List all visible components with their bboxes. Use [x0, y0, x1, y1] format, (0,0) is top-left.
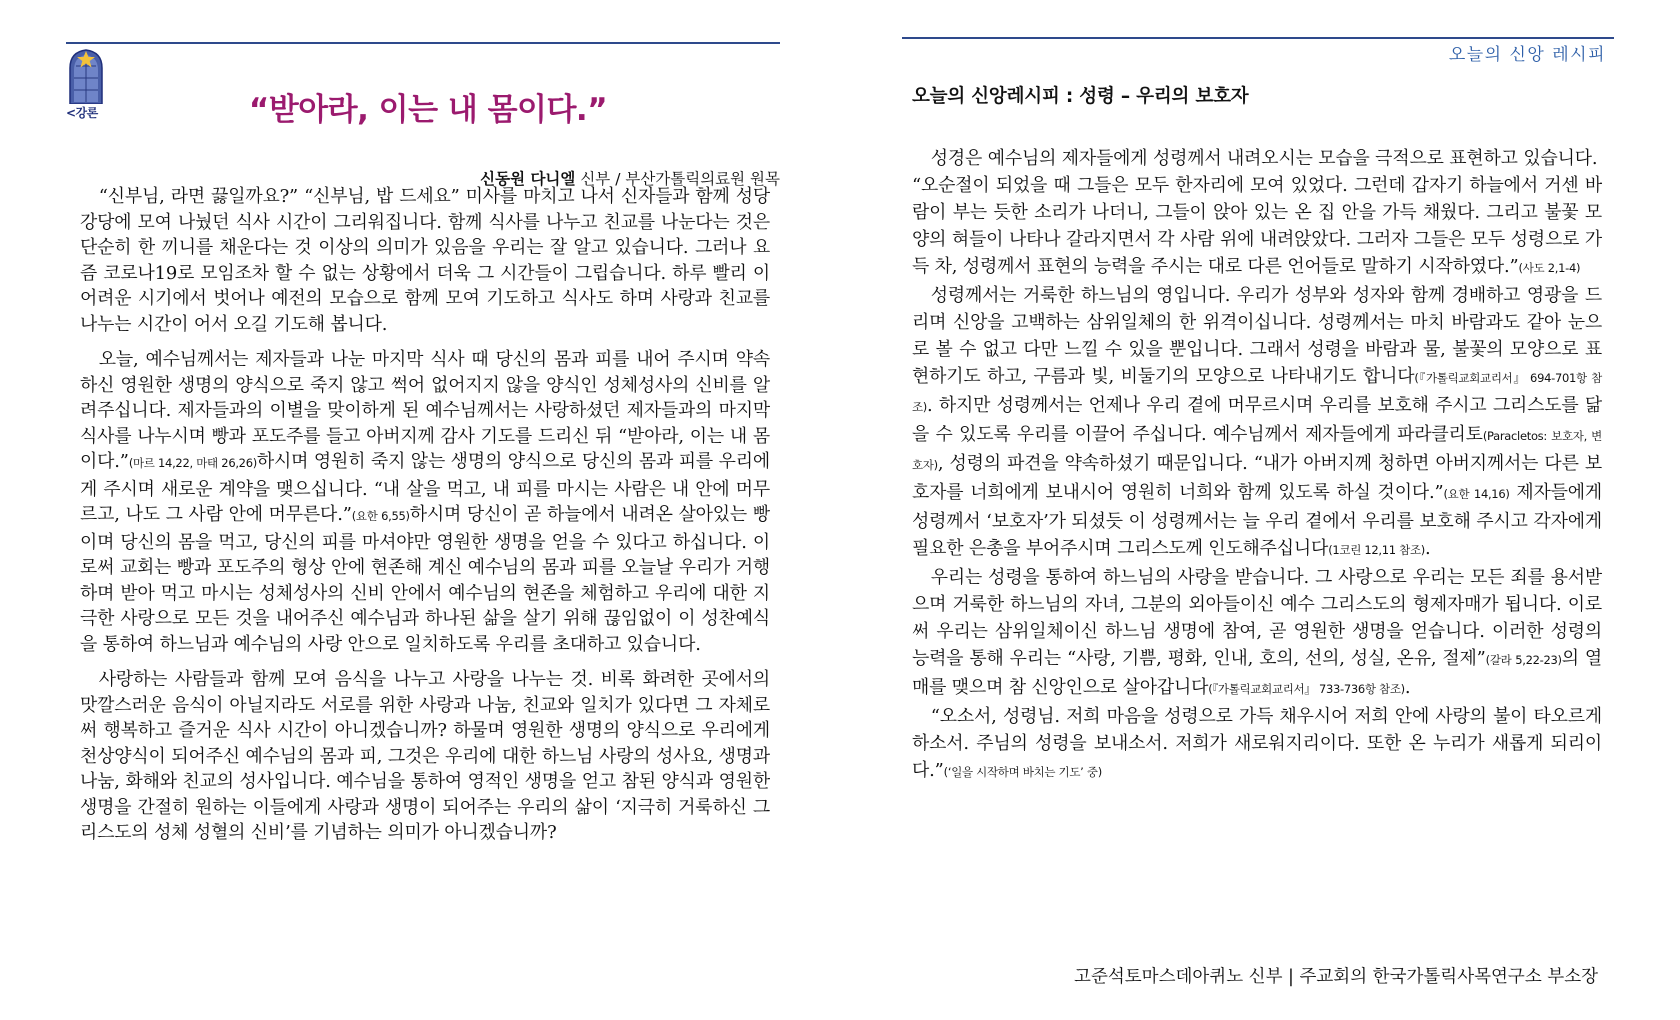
sermon-label: <강론: [66, 106, 98, 120]
paragraph-text: 하시며 당신이 곧 하늘에서 내려온 살아있는 빵이며 당신의 몸을 먹고, 당신의 피를 마셔야만 영원한 생명을 얻을 수 있다고 하십니다. 이로써 교회는 빵과 포도주의 형상 안에 현존해 계신 예수님의 몸과 피를 오늘날 우리가 거행하며 받아 먹고 마시는 성체성사의 신비 안에서 예수님의 현존을 체험하고 우리에 대한 지극한 사랑으로 모든 것을 내어주신 예수님과 하나된 삶을 살기 위해 끊임없이 이 성찬예식을 통하여 하느님과 예수님의 사랑 안으로 일치하도록 우리를 초대하고 있습니다.: [80, 504, 770, 655]
sermon-title: “받아라, 이는 내 몸이다.”: [248, 92, 608, 128]
paragraph-text: 하시며 영원히 죽지 않는 생명의 양식으로 당신의 몸과 피를 우리에게 주시며 새로운 계약을 맺으십니다. “내 살을 먹고, 내 피를 마시는 사람은 내 안에 머무르고, 나도 그 사람 안에 머무른다.”: [80, 451, 770, 525]
citation: (Paracletos: 보호자, 변호자): [912, 429, 1602, 472]
paragraph-text: 사랑하는 사람들과 함께 모여 음식을 나누고 사랑을 나누는 것. 비록 화려한 곳에서의 맛깔스러운 음식이 아닐지라도 서로를 위한 사랑과 나눔, 친교와 일치가 있다면 그 자체로써 행복하고 즐거운 식사 시간이 아니겠습니까? 하물며 영원한 생명의 양식으로 우리에게 천상양식이 되어주신 예수님의 몸과 피, 그것은 우리에 대한 하느님 사랑의 성사요, 생명과 나눔, 화해와 친교의 성사입니다. 예수님을 통하여 영적인 생명을 얻고 참된 양식과 영원한 생명을 간절히 원하는 이들에게 사랑과 생명이 되어주는 우리의 삶이 ‘지극히 거룩하신 그리스도의 성체 성혈의 신비’를 기념하는 의미가 아니겠습니까?: [80, 669, 770, 843]
left-paragraph: [80, 347, 770, 657]
paragraph-text: 제자들에게 성령께서 ‘보호자’가 되셨듯 이 성령께서는 늘 우리 곁에서 우리를 보호해 주시고 각자에게 필요한 은총을 부어주시며 그리스도께 인도해주십니다: [912, 482, 1602, 559]
citation: (『가톨릭교회교리서』 694-701항 참조): [912, 371, 1602, 414]
right-paragraph: [912, 282, 1602, 564]
author-role: 신부 / 부산가톨릭의료원 원목: [575, 170, 780, 188]
citation: (요한 6,55): [351, 509, 410, 523]
paragraph-text: 우리는 성령을 통하여 하느님의 사랑을 받습니다. 그 사랑으로 우리는 모든 죄를 용서받으며 거룩한 하느님의 자녀, 그분의 외아들이신 예수 그리스도의 형제자매가 됩니다. 이로써 우리는 삼위일체이신 하느님 생명에 참여, 곧 영원한 생명을 얻습니다. 이러한 성령의 능력을 통해 우리는 “사랑, 기쁨, 평화, 인내, 호의, 선의, 성실, 온유, 절제”: [912, 567, 1602, 669]
right-paragraph: [912, 172, 1602, 282]
citation: (갈라 5,22-23): [1485, 653, 1562, 667]
citation: (『가톨릭교회교리서』 733-736항 참조): [1208, 682, 1405, 696]
paragraph-text: , 성령의 파견을 약속하셨기 때문입니다. “내가 아버지께 청하면 아버지께서는 다른 보호자를 너희에게 보내시어 영원히 너희와 함께 있도록 하실 것이다.”: [912, 453, 1602, 503]
left-paragraph: [80, 184, 770, 337]
citation: (‘일을 시작하며 바치는 기도’ 중): [943, 765, 1102, 779]
article-heading: 오늘의 신앙레시피 : 성령 – 우리의 보호자: [912, 86, 1249, 107]
top-rule: [66, 42, 780, 44]
citation: (1코린 12,11 참조): [1328, 543, 1425, 557]
right-paragraph: [912, 703, 1602, 786]
paragraph-text: 의 열매를 맺으며 참 신앙인으로 살아갑니다: [912, 648, 1602, 698]
right-paragraph: [912, 145, 1602, 172]
paragraph-text: 성경은 예수님의 제자들에게 성령께서 내려오시는 모습을 극적으로 표현하고 있습니다.: [930, 148, 1598, 169]
paragraph-text: 성령께서는 거룩한 하느님의 영입니다. 우리가 성부와 성자와 함께 경배하고 영광을 드리며 신앙을 고백하는 삼위일체의 한 위격이십니다. 성령께서는 마치 바람과도 같아 눈으로 볼 수 없고 다만 느낄 수 있을 뿐입니다. 그래서 성령을 바람과 물, 불꽃의 모양으로 표현하기도 하고, 구름과 빛, 비둘기의 모양으로 나타내기도 합니다: [912, 285, 1602, 387]
paragraph-text: “오순절이 되었을 때 그들은 모두 한자리에 모여 있었다. 그런데 갑자기 하늘에서 거센 바람이 부는 듯한 소리가 나더니, 그들이 앉아 있는 온 집 안을 가득 채웠다. 그리고 불꽃 모양의 혀들이 나타나 갈라지면서 각 사람 위에 내려앉았다. 그러자 그들은 모두 성령으로 가득 차, 성령께서 표현의 능력을 주시는 대로 다른 언어들로 말하기 시작하였다.”: [912, 175, 1602, 277]
left-paragraph: [80, 667, 770, 846]
right-paragraph: [912, 564, 1602, 703]
paragraph-text: “오소서, 성령님. 저희 마음을 성령으로 가득 채우시어 저희 안에 사랑의 불이 타오르게 하소서. 주님의 성령을 보내소서. 저희가 새로워지리이다. 또한 온 누리가 새롭게 되리이다.”: [912, 706, 1602, 781]
citation: (요한 14,16): [1443, 487, 1510, 501]
paragraph-text: “신부님, 라면 끓일까요?” “신부님, 밥 드세요” 미사를 마치고 나서 신자들과 함께 성당 강당에 모여 나눴던 식사 시간이 그리워집니다. 함께 식사를 나누고 친교를 나눈다는 것은 단순히 한 끼니를 채운다는 것 이상의 의미가 있음을 우리는 잘 알고 있습니다. 그러나 요즘 코로나19로 모임조차 할 수 없는 상황에서 더욱 그 시간들이 그립습니다. 하루 빨리 이 어려운 시기에서 벗어나 예전의 모습으로 함께 모여 기도하고 식사도 하며 사랑과 친교를 나누는 시간이 어서 오길 기도해 봅니다.: [80, 186, 770, 335]
citation: (마르 14,22, 마태 26,26): [128, 456, 257, 470]
top-rule: [902, 37, 1614, 39]
paragraph-text: .: [1404, 677, 1411, 698]
author-name: 신동원 다니엘: [480, 170, 576, 188]
section-tag: 오늘의 신앙 레시피: [1448, 45, 1606, 65]
citation: (사도 2,1-4): [1518, 261, 1581, 275]
paragraph-text: . 하지만 성령께서는 언제나 우리 곁에 머무르시며 우리를 보호해 주시고 그리스도를 닮을 수 있도록 우리를 이끌어 주십니다. 예수님께서 제자들에게 파라클리토: [912, 395, 1602, 445]
paragraph-text: .: [1424, 538, 1431, 559]
paragraph-text: 오늘, 예수님께서는 제자들과 나눈 마지막 식사 때 당신의 몸과 피를 내어 주시며 약속하신 영원한 생명의 양식으로 죽지 않고 썩어 없어지지 않을 양식인 성체성사의 신비를 알려주십니다. 제자들과의 이별을 맞이하게 된 예수님께서는 사랑하셨던 제자들과의 마지막 식사를 나누시며 빵과 포도주를 들고 아버지께 감사 기도를 드리신 뒤 “받아라, 이는 내 몸이다.”: [80, 349, 770, 472]
sermon-body: [80, 184, 770, 846]
author-signature: 고준석토마스데아퀴노 신부 | 주교회의 한국가톨릭사목연구소 부소장: [1074, 967, 1598, 987]
article-body: [912, 145, 1602, 786]
